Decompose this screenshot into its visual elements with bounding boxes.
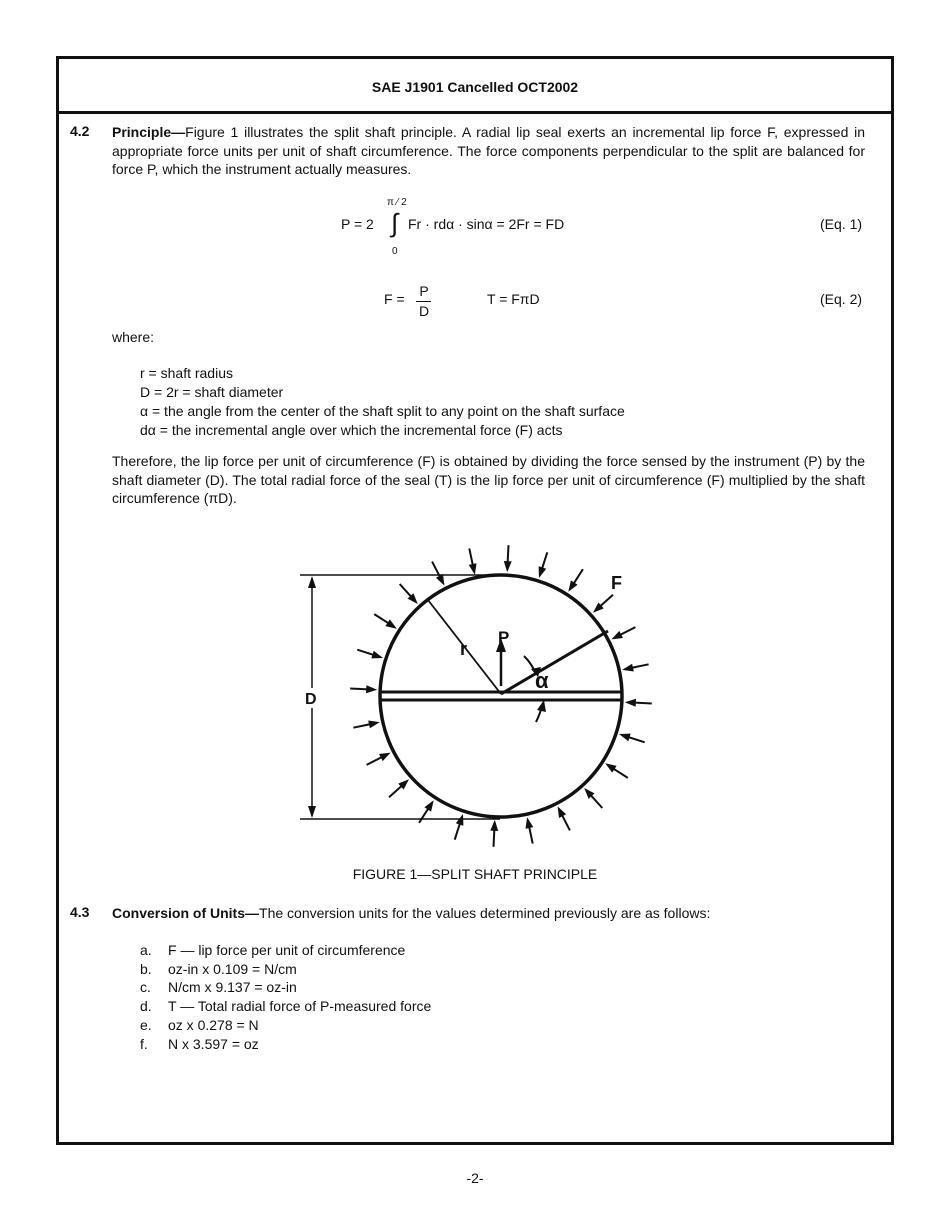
label-d: D [305,691,317,708]
label-r: r [460,639,468,659]
eq1-upper-limit: π ⁄ 2 [387,197,407,208]
force-arrow-shaft [542,552,548,569]
eq1-rhs: Fr · rdα · sinα = 2Fr = FD [408,216,565,232]
section-number-4-2: 4.2 [70,123,90,139]
list-item-text: F — lip force per unit of circumference [168,942,406,958]
section-number-4-3: 4.3 [70,904,90,920]
force-arrow-head [568,580,577,591]
label-f: F [611,573,622,593]
force-arrow-head [605,763,616,772]
force-arrow-shaft [634,703,652,704]
list-item-letter: a. [140,942,152,958]
list-item [140,1035,431,1054]
section-4-3-text: The conversion units for the values determined previously are as follows: [259,905,711,921]
list-item-letter: f. [140,1035,148,1052]
force-arrow-shaft [631,664,649,668]
force-arrow-head [622,664,634,672]
therefore-paragraph: Therefore, the lip force per unit of circumference (F) is obtained by dividing the force sensed by the instrument (P) by the shaft diameter (D). The total radial force of the seal (T) is the lip force per unit of circumference (F) multiplied by the shaft circumference (πD). [112,453,865,506]
force-arrow-shaft [508,545,509,563]
list-item [140,978,431,997]
definition-item: r = shaft radius [140,365,233,381]
where-label: where: [112,329,155,345]
list-item-letter: e. [140,1016,152,1033]
eq2-denominator: D [418,303,430,319]
section-4-3-heading: Conversion of Units— [112,905,260,921]
force-arrows [350,545,652,847]
force-arrow-head [504,561,512,572]
force-arrow-head [469,563,477,575]
force-arrow-head [611,631,623,640]
list-item-text: oz x 0.278 = N [168,1016,259,1033]
split-shaft-figure [0,530,950,850]
force-arrow-shaft [469,548,473,566]
label-p: P [498,628,510,647]
force-arrow-shaft [353,724,371,728]
eq2-numerator: P [419,283,429,299]
force-arrow-shaft [455,823,461,840]
force-arrow-head [456,814,464,826]
definition-item: α = the angle from the center of the shaft split to any point on the shaft surface [140,403,625,419]
list-item-text: N x 3.597 = oz [168,1035,259,1052]
shaft-circle [380,575,622,817]
section-4-2-paragraph [112,123,865,179]
eq1-integral-sign: ∫ [391,208,399,238]
document-title: SAE J1901 Cancelled OCT2002 [371,79,579,95]
eq2-label: (Eq. 2) [820,291,863,307]
dimension-arrow-up [308,576,316,588]
definition-item: dα = the incremental angle over which the incremental force (F) acts [140,422,563,438]
force-arrow-shaft [613,768,628,778]
conversion-list [140,941,431,1053]
list-item-text: oz-in x 0.109 = N/cm [168,960,297,977]
force-arrow-shaft [374,614,389,624]
force-arrow-shaft [494,829,495,847]
force-arrow-shaft [357,650,374,656]
force-arrow-head [490,820,498,831]
list-item-text: N/cm x 9.137 = oz-in [168,979,297,996]
eq2-second: T = FπD [487,291,540,307]
eq1-lhs: P = 2 [341,216,374,232]
eq1-lower-limit: 0 [392,246,398,257]
angle-line [501,631,608,694]
eq1-label: (Eq. 1) [820,216,863,232]
list-item-letter: d. [140,998,152,1015]
force-arrow-head [625,699,636,707]
force-arrow-head [619,734,631,742]
force-arrow-shaft [628,737,645,743]
page-header [59,59,891,114]
definitions-list [140,364,625,440]
list-item [140,997,431,1016]
lower-arc-head [537,700,546,712]
definition-item: D = 2r = shaft diameter [140,384,284,400]
force-arrow-head [558,806,567,818]
force-arrow-head [368,721,380,729]
force-arrow-head [385,619,396,628]
eq2-fraction-bar [416,301,431,302]
section-4-2-text: Figure 1 illustrates the split shaft principle. A radial lip seal exerts an incremental lip force F, expressed in appropriate force units per unit of shaft circumference. The force components perpendicular to the split are balanced for force P, which the instrument actually measures. [112,124,865,177]
force-arrow-shaft [419,808,429,823]
list-item-letter: b. [140,960,152,977]
force-arrow-head [539,566,547,578]
list-item-text: T — Total radial force of P-measured force [168,998,432,1015]
section-4-2-heading: Principle— [112,124,186,140]
force-arrow-head [424,800,433,811]
list-item [140,960,431,979]
list-item-letter: c. [140,979,151,996]
force-arrow-shaft [590,795,602,808]
figure-caption: FIGURE 1—SPLIT SHAFT PRINCIPLE [352,866,598,882]
force-arrow-head [526,817,534,829]
force-arrow-shaft [562,814,570,830]
section-4-3-paragraph [112,904,865,923]
eq2-lhs: F = [384,291,405,307]
label-alpha: α [535,668,549,693]
force-arrow-shaft [367,757,383,765]
dimension-arrow-down [308,806,316,818]
force-arrow-head [371,651,383,659]
page-number: -2- [466,1170,484,1186]
list-item [140,1016,431,1035]
force-arrow-head [366,685,377,693]
list-item [140,941,431,960]
force-arrow-shaft [600,595,613,607]
force-arrow-shaft [350,689,368,690]
force-arrow-shaft [573,569,583,584]
force-arrow-shaft [400,584,412,597]
force-arrow-shaft [529,826,533,844]
force-arrow-head [379,753,391,762]
force-arrow-shaft [389,785,402,797]
force-arrow-shaft [619,627,635,635]
